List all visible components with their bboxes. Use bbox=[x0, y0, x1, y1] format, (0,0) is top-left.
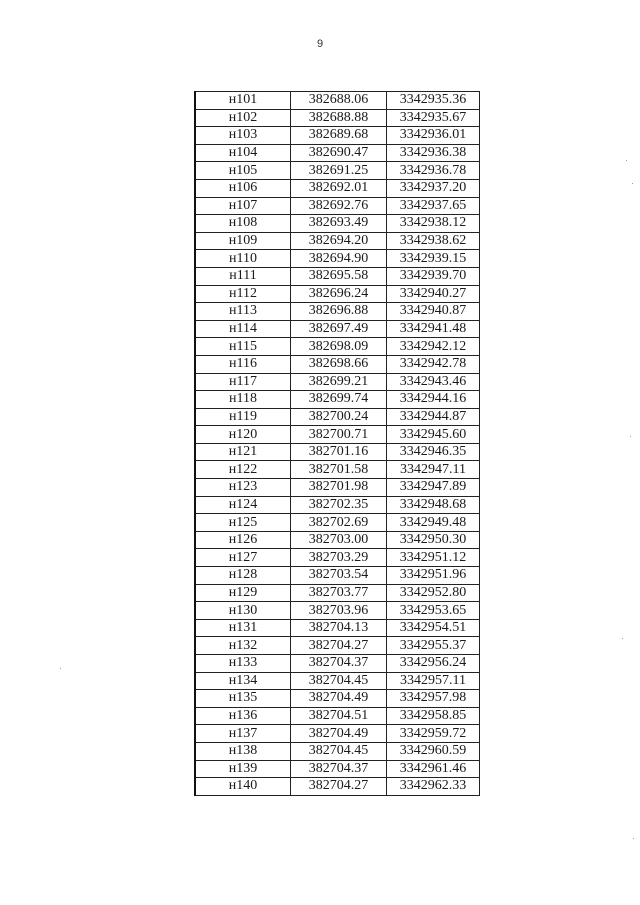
point-id-cell: н104 bbox=[195, 144, 291, 162]
point-id-cell: н137 bbox=[195, 725, 291, 743]
y-coordinate-cell: 3342948.68 bbox=[387, 496, 480, 514]
table-row bbox=[195, 602, 480, 620]
x-coordinate-cell: 382694.90 bbox=[291, 250, 387, 268]
y-coordinate-cell: 3342952.80 bbox=[387, 584, 480, 602]
table-row bbox=[195, 408, 480, 426]
scan-speck bbox=[633, 838, 634, 839]
x-coordinate-cell: 382688.06 bbox=[291, 92, 387, 110]
x-coordinate-cell: 382703.29 bbox=[291, 549, 387, 567]
table-row bbox=[195, 338, 480, 356]
y-coordinate-cell: 3342940.27 bbox=[387, 285, 480, 303]
table-row bbox=[195, 320, 480, 338]
y-coordinate-cell: 3342936.78 bbox=[387, 162, 480, 180]
y-coordinate-cell: 3342961.46 bbox=[387, 760, 480, 778]
table-row bbox=[195, 496, 480, 514]
x-coordinate-cell: 382703.96 bbox=[291, 602, 387, 620]
table-row bbox=[195, 391, 480, 409]
x-coordinate-cell: 382698.09 bbox=[291, 338, 387, 356]
point-id-cell: н136 bbox=[195, 707, 291, 725]
point-id-cell: н108 bbox=[195, 215, 291, 233]
x-coordinate-cell: 382704.49 bbox=[291, 725, 387, 743]
y-coordinate-cell: 3342939.70 bbox=[387, 267, 480, 285]
point-id-cell: н109 bbox=[195, 232, 291, 250]
table-row bbox=[195, 92, 480, 110]
y-coordinate-cell: 3342962.33 bbox=[387, 778, 480, 796]
x-coordinate-cell: 382700.24 bbox=[291, 408, 387, 426]
y-coordinate-cell: 3342942.12 bbox=[387, 338, 480, 356]
coordinates-table-wrapper bbox=[194, 91, 477, 796]
y-coordinate-cell: 3342938.62 bbox=[387, 232, 480, 250]
x-coordinate-cell: 382694.20 bbox=[291, 232, 387, 250]
x-coordinate-cell: 382688.88 bbox=[291, 109, 387, 127]
point-id-cell: н107 bbox=[195, 197, 291, 215]
point-id-cell: н122 bbox=[195, 461, 291, 479]
y-coordinate-cell: 3342947.89 bbox=[387, 479, 480, 497]
point-id-cell: н119 bbox=[195, 408, 291, 426]
x-coordinate-cell: 382704.45 bbox=[291, 742, 387, 760]
x-coordinate-cell: 382696.88 bbox=[291, 303, 387, 321]
x-coordinate-cell: 382699.74 bbox=[291, 391, 387, 409]
table-row bbox=[195, 760, 480, 778]
y-coordinate-cell: 3342941.48 bbox=[387, 320, 480, 338]
y-coordinate-cell: 3342959.72 bbox=[387, 725, 480, 743]
table-row bbox=[195, 373, 480, 391]
point-id-cell: н134 bbox=[195, 672, 291, 690]
y-coordinate-cell: 3342935.67 bbox=[387, 109, 480, 127]
x-coordinate-cell: 382701.16 bbox=[291, 443, 387, 461]
x-coordinate-cell: 382704.49 bbox=[291, 690, 387, 708]
point-id-cell: н130 bbox=[195, 602, 291, 620]
y-coordinate-cell: 3342960.59 bbox=[387, 742, 480, 760]
table-row bbox=[195, 215, 480, 233]
y-coordinate-cell: 3342957.98 bbox=[387, 690, 480, 708]
point-id-cell: н124 bbox=[195, 496, 291, 514]
table-row bbox=[195, 162, 480, 180]
x-coordinate-cell: 382702.69 bbox=[291, 514, 387, 532]
coordinates-table-body bbox=[195, 92, 480, 796]
y-coordinate-cell: 3342945.60 bbox=[387, 426, 480, 444]
table-row bbox=[195, 232, 480, 250]
table-row bbox=[195, 144, 480, 162]
point-id-cell: н101 bbox=[195, 92, 291, 110]
table-row bbox=[195, 285, 480, 303]
table-row bbox=[195, 355, 480, 373]
point-id-cell: н135 bbox=[195, 690, 291, 708]
y-coordinate-cell: 3342944.87 bbox=[387, 408, 480, 426]
table-row bbox=[195, 197, 480, 215]
y-coordinate-cell: 3342950.30 bbox=[387, 531, 480, 549]
point-id-cell: н125 bbox=[195, 514, 291, 532]
x-coordinate-cell: 382690.47 bbox=[291, 144, 387, 162]
x-coordinate-cell: 382704.27 bbox=[291, 637, 387, 655]
table-row bbox=[195, 127, 480, 145]
x-coordinate-cell: 382695.58 bbox=[291, 267, 387, 285]
point-id-cell: н117 bbox=[195, 373, 291, 391]
y-coordinate-cell: 3342935.36 bbox=[387, 92, 480, 110]
table-row bbox=[195, 109, 480, 127]
point-id-cell: н106 bbox=[195, 179, 291, 197]
x-coordinate-cell: 382704.37 bbox=[291, 655, 387, 673]
y-coordinate-cell: 3342939.15 bbox=[387, 250, 480, 268]
table-row bbox=[195, 655, 480, 673]
scan-speck bbox=[630, 436, 631, 437]
y-coordinate-cell: 3342951.12 bbox=[387, 549, 480, 567]
y-coordinate-cell: 3342936.01 bbox=[387, 127, 480, 145]
x-coordinate-cell: 382691.25 bbox=[291, 162, 387, 180]
table-row bbox=[195, 549, 480, 567]
point-id-cell: н120 bbox=[195, 426, 291, 444]
point-id-cell: н129 bbox=[195, 584, 291, 602]
table-row bbox=[195, 619, 480, 637]
y-coordinate-cell: 3342940.87 bbox=[387, 303, 480, 321]
x-coordinate-cell: 382704.27 bbox=[291, 778, 387, 796]
point-id-cell: н139 bbox=[195, 760, 291, 778]
x-coordinate-cell: 382696.24 bbox=[291, 285, 387, 303]
y-coordinate-cell: 3342958.85 bbox=[387, 707, 480, 725]
scan-speck bbox=[60, 668, 61, 669]
point-id-cell: н116 bbox=[195, 355, 291, 373]
x-coordinate-cell: 382693.49 bbox=[291, 215, 387, 233]
y-coordinate-cell: 3342955.37 bbox=[387, 637, 480, 655]
x-coordinate-cell: 382692.76 bbox=[291, 197, 387, 215]
point-id-cell: н105 bbox=[195, 162, 291, 180]
table-row bbox=[195, 672, 480, 690]
table-row bbox=[195, 637, 480, 655]
scan-speck bbox=[626, 160, 627, 161]
point-id-cell: н115 bbox=[195, 338, 291, 356]
y-coordinate-cell: 3342937.20 bbox=[387, 179, 480, 197]
x-coordinate-cell: 382704.37 bbox=[291, 760, 387, 778]
y-coordinate-cell: 3342947.11 bbox=[387, 461, 480, 479]
y-coordinate-cell: 3342949.48 bbox=[387, 514, 480, 532]
x-coordinate-cell: 382703.00 bbox=[291, 531, 387, 549]
x-coordinate-cell: 382703.54 bbox=[291, 567, 387, 585]
x-coordinate-cell: 382704.45 bbox=[291, 672, 387, 690]
x-coordinate-cell: 382704.51 bbox=[291, 707, 387, 725]
table-row bbox=[195, 778, 480, 796]
table-row bbox=[195, 250, 480, 268]
table-row bbox=[195, 479, 480, 497]
y-coordinate-cell: 3342956.24 bbox=[387, 655, 480, 673]
x-coordinate-cell: 382701.58 bbox=[291, 461, 387, 479]
point-id-cell: н131 bbox=[195, 619, 291, 637]
y-coordinate-cell: 3342951.96 bbox=[387, 567, 480, 585]
x-coordinate-cell: 382702.35 bbox=[291, 496, 387, 514]
table-row bbox=[195, 742, 480, 760]
y-coordinate-cell: 3342953.65 bbox=[387, 602, 480, 620]
point-id-cell: н132 bbox=[195, 637, 291, 655]
y-coordinate-cell: 3342943.46 bbox=[387, 373, 480, 391]
scan-speck bbox=[632, 183, 633, 184]
scan-speck bbox=[622, 638, 623, 639]
table-row bbox=[195, 179, 480, 197]
table-row bbox=[195, 443, 480, 461]
table-row bbox=[195, 531, 480, 549]
point-id-cell: н128 bbox=[195, 567, 291, 585]
y-coordinate-cell: 3342957.11 bbox=[387, 672, 480, 690]
x-coordinate-cell: 382689.68 bbox=[291, 127, 387, 145]
coordinates-table bbox=[194, 91, 480, 796]
table-row bbox=[195, 303, 480, 321]
x-coordinate-cell: 382701.98 bbox=[291, 479, 387, 497]
y-coordinate-cell: 3342936.38 bbox=[387, 144, 480, 162]
point-id-cell: н103 bbox=[195, 127, 291, 145]
point-id-cell: н140 bbox=[195, 778, 291, 796]
table-row bbox=[195, 707, 480, 725]
y-coordinate-cell: 3342944.16 bbox=[387, 391, 480, 409]
x-coordinate-cell: 382697.49 bbox=[291, 320, 387, 338]
y-coordinate-cell: 3342938.12 bbox=[387, 215, 480, 233]
point-id-cell: н126 bbox=[195, 531, 291, 549]
y-coordinate-cell: 3342954.51 bbox=[387, 619, 480, 637]
table-row bbox=[195, 725, 480, 743]
table-row bbox=[195, 461, 480, 479]
point-id-cell: н118 bbox=[195, 391, 291, 409]
point-id-cell: н111 bbox=[195, 267, 291, 285]
x-coordinate-cell: 382699.21 bbox=[291, 373, 387, 391]
table-row bbox=[195, 567, 480, 585]
point-id-cell: н114 bbox=[195, 320, 291, 338]
point-id-cell: н127 bbox=[195, 549, 291, 567]
table-row bbox=[195, 584, 480, 602]
point-id-cell: н123 bbox=[195, 479, 291, 497]
table-row bbox=[195, 267, 480, 285]
page-number: 9 bbox=[316, 38, 324, 50]
y-coordinate-cell: 3342946.35 bbox=[387, 443, 480, 461]
point-id-cell: н112 bbox=[195, 285, 291, 303]
y-coordinate-cell: 3342937.65 bbox=[387, 197, 480, 215]
x-coordinate-cell: 382700.71 bbox=[291, 426, 387, 444]
x-coordinate-cell: 382703.77 bbox=[291, 584, 387, 602]
point-id-cell: н110 bbox=[195, 250, 291, 268]
table-row bbox=[195, 426, 480, 444]
point-id-cell: н102 bbox=[195, 109, 291, 127]
x-coordinate-cell: 382692.01 bbox=[291, 179, 387, 197]
x-coordinate-cell: 382704.13 bbox=[291, 619, 387, 637]
table-row bbox=[195, 690, 480, 708]
point-id-cell: н121 bbox=[195, 443, 291, 461]
y-coordinate-cell: 3342942.78 bbox=[387, 355, 480, 373]
table-row bbox=[195, 514, 480, 532]
x-coordinate-cell: 382698.66 bbox=[291, 355, 387, 373]
point-id-cell: н138 bbox=[195, 742, 291, 760]
point-id-cell: н113 bbox=[195, 303, 291, 321]
point-id-cell: н133 bbox=[195, 655, 291, 673]
